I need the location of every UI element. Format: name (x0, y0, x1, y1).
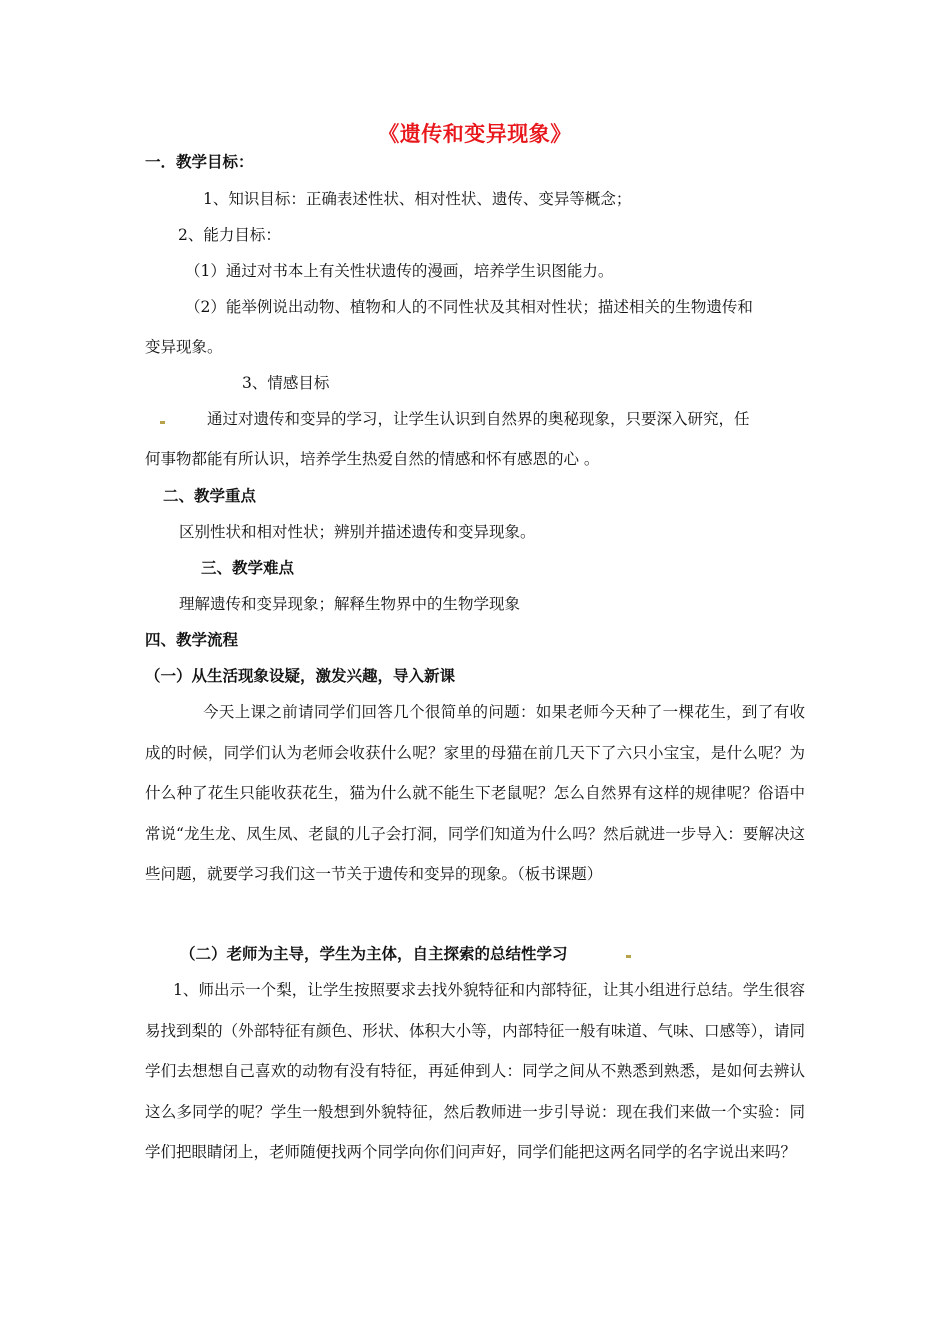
section-heading-key-points: 二、教学重点 (163, 486, 257, 505)
ability-objective-2-line2: 变异现象。 (145, 338, 223, 356)
section-heading-process: 四、教学流程 (145, 630, 239, 649)
document-title: 《遗传和变异现象》 (378, 121, 572, 146)
emotion-objective-heading: 3、情感目标 (242, 374, 330, 392)
key-points-text: 区别性状和相对性状；辨别并描述遗传和变异现象。 (179, 523, 536, 541)
ability-objective-2-line1: （2）能举例说出动物、植物和人的不同性状及其相对性状；描述相关的生物遗传和 (185, 298, 753, 316)
ability-objective-1: （1）通过对书本上有关性状遗传的漫画，培养学生识图能力。 (185, 262, 614, 280)
knowledge-objective: 1、知识目标：正确表述性状、相对性状、遗传、变异等概念； (203, 190, 632, 208)
exploration-paragraph: 1、师出示一个梨，让学生按照要求去找外貌特征和内部特征，让其小组进行总结。学生很容易找到梨的（外部特征有颜色、形状、体积大小等，内部特征一般有味道、气味、口感等），请同学们去想想自己喜欢的动物有没有特征，再延伸到人：同学之间从不熟悉到熟悉，是如何去辨认这么多同学的呢？学生一般想到外貌特征，然后教师进一步引导说：现在我们来做一个实验：同学们把眼睛闭上，老师随便找两个同学向你们问声好，同学们能把这两名同学的名字说出来吗？ (145, 981, 805, 1162)
difficulties-text: 理解遗传和变异现象；解释生物界中的生物学现象 (179, 595, 521, 613)
decorative-mark (160, 421, 165, 424)
intro-paragraph: 今天上课之前请同学们回答几个很简单的问题：如果老师今天种了一棵花生，到了有收成的时候，同学们认为老师会收获什么呢？家里的母猫在前几天下了六只小宝宝，是什么呢？为什么种了花生只能收获花生，猫为什么就不能生下老鼠呢？怎么自然界有这样的规律呢？俗语中常说“龙生龙、凤生凤、老鼠的儿子会打洞，同学们知道为什么吗？然后就进一步导入：要解决这些问题，就要学习我们这一节关于遗传和变异的现象。（板书课题） (145, 703, 805, 884)
subsection-heading-intro: （一）从生活现象设疑，激发兴趣，导入新课 (145, 666, 456, 685)
emotion-objective-line1: 通过对遗传和变异的学习，让学生认识到自然界的奥秘现象，只要深入研究，任 (207, 410, 750, 428)
section-heading-objectives: 一．教学目标： (145, 152, 254, 171)
subsection-heading-exploration: （二）老师为主导，学生为主体，自主探索的总结性学习 (180, 944, 568, 963)
decorative-mark (626, 955, 631, 958)
section-heading-difficulties: 三、教学难点 (201, 558, 295, 577)
ability-objective-heading: 2、能力目标： (178, 226, 281, 244)
emotion-objective-line2: 何事物都能有所认识，培养学生热爱自然的情感和怀有感恩的心 。 (145, 450, 600, 468)
